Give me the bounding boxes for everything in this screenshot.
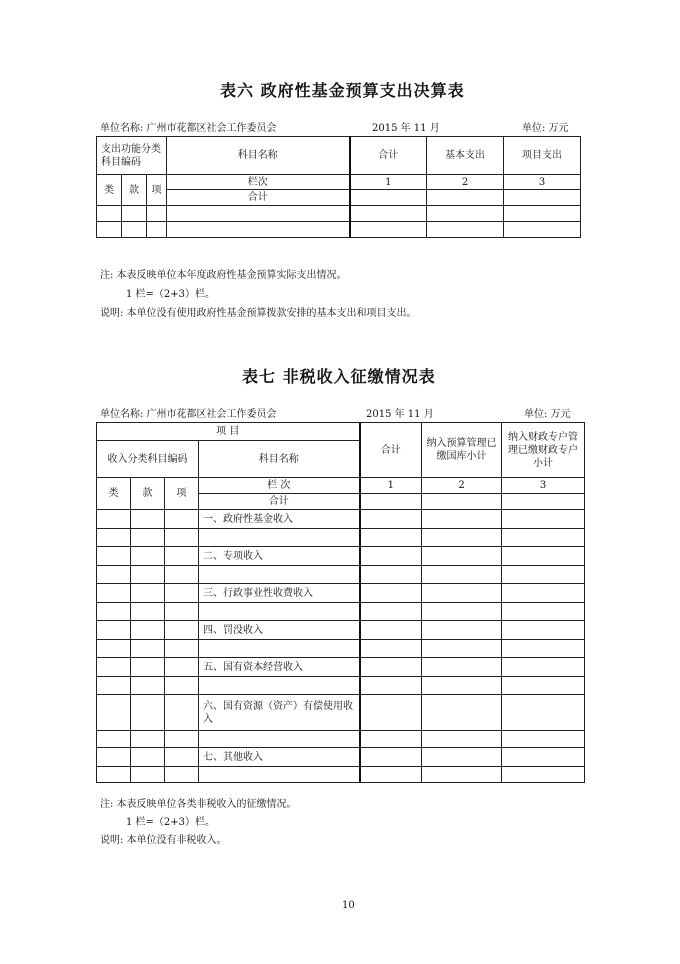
header-total: 合计	[360, 423, 422, 478]
table-row	[97, 547, 585, 566]
header-kuan: 款	[131, 478, 165, 510]
total-row-label: 合计	[167, 190, 350, 206]
item-label: 一、政府性基金收入	[199, 510, 360, 529]
table7-date: 2015 年 11 月	[366, 409, 434, 420]
table-row	[97, 529, 585, 547]
col-num-3: 3	[504, 175, 581, 190]
table-row	[97, 677, 585, 695]
table6-unit: 单位: 万元	[522, 123, 569, 134]
header-project: 项目支出	[504, 137, 581, 175]
header-subject-name: 科目名称	[199, 441, 360, 478]
table7	[96, 422, 585, 783]
col-num-2: 2	[427, 175, 504, 190]
table6-note-3: 说明: 本单位没有使用政府性基金预算拨款安排的基本支出和项目支出。	[100, 308, 417, 319]
header-basic: 基本支出	[427, 137, 504, 175]
table7-unit-name: 单位名称: 广州市花都区社会工作委员会	[100, 409, 277, 420]
col-label: 栏 次	[199, 478, 360, 494]
table-row	[97, 603, 585, 621]
table6-title: 表六 政府性基金预算支出决算表	[220, 81, 465, 100]
table-row	[97, 566, 585, 584]
header-lei: 类	[97, 478, 131, 510]
header-lei: 类	[97, 175, 122, 206]
header-special: 纳入财政专户管理已缴财政专户小计	[502, 423, 585, 478]
item-label: 六、国有资源（资产）有偿使用收入	[199, 695, 360, 731]
col-num-2: 2	[422, 478, 502, 494]
table-row	[97, 767, 585, 783]
table-row	[97, 510, 585, 529]
table-row	[97, 621, 585, 640]
page-number: 10	[342, 900, 355, 911]
table6-note-1: 注: 本表反映单位本年度政府性基金预算实际支出情况。	[100, 270, 347, 281]
table7-note-1: 注: 本表反映单位各类非税收入的征缴情况。	[100, 799, 297, 810]
col-num-1: 1	[350, 175, 427, 190]
table6-unit-name: 单位名称: 广州市花都区社会工作委员会	[100, 123, 277, 134]
header-item: 项 目	[97, 423, 360, 441]
item-label: 二、专项收入	[199, 547, 360, 566]
table-row	[97, 658, 585, 677]
header-income-code: 收入分类科目编码	[97, 441, 199, 478]
header-kuan: 款	[122, 175, 147, 206]
header-budget: 纳入预算管理已缴国库小计	[422, 423, 502, 478]
table6-note-2: 1 栏=（2+3）栏。	[126, 289, 216, 300]
table7-note-2: 1 栏=（2+3）栏。	[126, 817, 216, 828]
table-row	[97, 640, 585, 658]
item-label: 七、其他收入	[199, 748, 360, 767]
table-row	[97, 695, 585, 731]
total-row-label: 合计	[199, 494, 360, 510]
table7-note-3: 说明: 本单位没有非税收入。	[100, 835, 227, 846]
item-label: 三、行政事业性收费收入	[199, 584, 360, 603]
header-subject-name: 科目名称	[167, 137, 350, 175]
table6-date: 2015 年 11 月	[372, 123, 440, 134]
item-label: 五、国有资本经营收入	[199, 658, 360, 677]
header-xiang: 项	[165, 478, 199, 510]
header-func-code: 支出功能分类科目编码	[97, 137, 167, 175]
table-row	[97, 584, 585, 603]
col-label: 栏次	[167, 175, 350, 190]
header-total: 合计	[350, 137, 427, 175]
table6	[96, 136, 581, 238]
table7-unit: 单位: 万元	[524, 409, 571, 420]
col-num-3: 3	[502, 478, 585, 494]
table-row	[97, 748, 585, 767]
item-label: 四、罚没收入	[199, 621, 360, 640]
header-xiang: 项	[147, 175, 167, 206]
col-num-1: 1	[360, 478, 422, 494]
table-row	[97, 731, 585, 748]
table7-title: 表七 非税收入征缴情况表	[242, 367, 436, 386]
